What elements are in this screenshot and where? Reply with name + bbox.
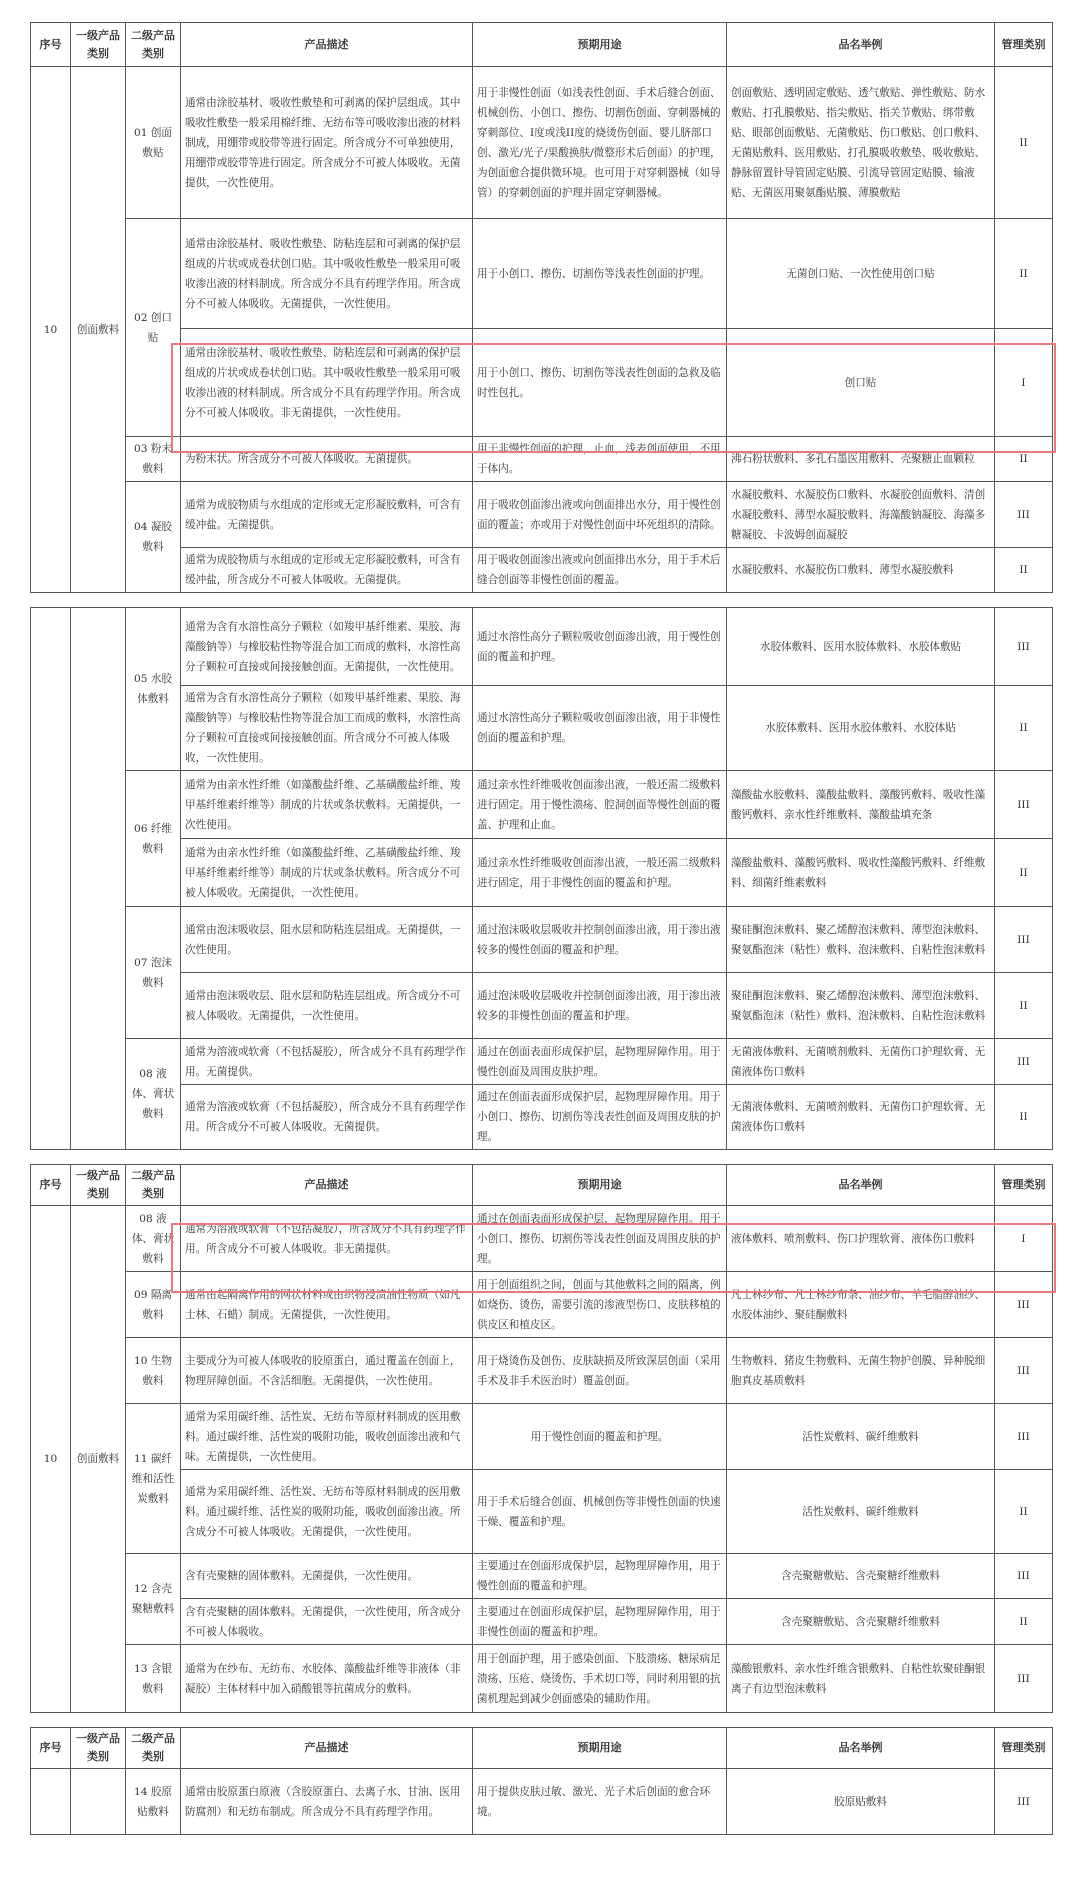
row-no: 10 — [31, 67, 71, 593]
table-row — [31, 1404, 1053, 1470]
row-use: 通过亲水性纤维吸收创面渗出液，一般还需二级敷料进行固定，用于非慢性创面的覆盖和护理。 — [473, 839, 727, 907]
row-mgmt: III — [995, 907, 1053, 973]
row-mgmt: III — [995, 1404, 1053, 1470]
header-cat2: 二级产品类别 — [126, 23, 181, 67]
row-cat2: 06 纤维敷料 — [126, 771, 181, 907]
header-examples: 品名举例 — [727, 1728, 995, 1769]
header-mgmt: 管理类别 — [995, 1165, 1053, 1206]
row-desc: 含有壳聚糖的固体敷料。无菌提供，一次性使用，所含成分不可被人体吸收。 — [181, 1599, 473, 1645]
row-examples: 水凝胶敷料、水凝胶伤口敷料、薄型水凝胶敷料 — [727, 548, 995, 593]
row-mgmt: III — [995, 482, 1053, 548]
header-use: 预期用途 — [473, 1728, 727, 1769]
row-mgmt: II — [995, 686, 1053, 771]
row-desc: 通常为由亲水性纤维（如藻酸盐纤维、乙基磺酸盐纤维、羧甲基纤维素纤维等）制成的片状或条状敷料。无菌提供，一次性使用。 — [181, 771, 473, 839]
header-examples: 品名举例 — [727, 1165, 995, 1206]
row-use: 用于小创口、擦伤、切割伤等浅表性创面的护理。 — [473, 219, 727, 329]
table-section-3 — [30, 1164, 1053, 1713]
row-cat2: 12 含壳聚糖敷料 — [126, 1554, 181, 1645]
row-mgmt: II — [995, 839, 1053, 907]
row-mgmt: III — [995, 1769, 1053, 1835]
header-cat2: 二级产品类别 — [126, 1165, 181, 1206]
table-header-row — [31, 1165, 1053, 1206]
row-cat2: 11 碳纤维和活性炭敷料 — [126, 1404, 181, 1554]
row-use: 通过泡沫吸收层吸收并控制创面渗出液，用于渗出液较多的非慢性创面的覆盖和护理。 — [473, 973, 727, 1039]
row-mgmt: III — [995, 771, 1053, 839]
row-use: 主要通过在创面形成保护层，起物理屏障作用，用于非慢性创面的覆盖和护理。 — [473, 1599, 727, 1645]
row-cat1: 创面敷料 — [71, 67, 126, 593]
header-use: 预期用途 — [473, 23, 727, 67]
row-mgmt: II — [995, 67, 1053, 219]
row-examples: 无菌液体敷料、无菌喷剂敷料、无菌伤口护理软膏、无菌液体伤口敷料 — [727, 1039, 995, 1085]
table-row — [31, 839, 1053, 907]
section-gap — [30, 1713, 1052, 1727]
table-row-highlighted — [31, 1206, 1053, 1272]
row-cat2: 01 创面敷贴 — [126, 67, 181, 219]
table-header-row — [31, 23, 1053, 67]
table-section-4 — [30, 1727, 1053, 1835]
row-desc: 通常为含有水溶性高分子颗粒（如羧甲基纤维素、果胶、海藻酸钠等）与橡胶粘性物等混合加工而成的敷料，水溶性高分子颗粒可直接或间接接触创面。所含成分不可被人体吸收，一次性使用。 — [181, 686, 473, 771]
table-row — [31, 973, 1053, 1039]
row-cat2: 02 创口贴 — [126, 219, 181, 437]
row-desc: 通常由泡沫吸收层、阻水层和防粘连层组成。无菌提供，一次性使用。 — [181, 907, 473, 973]
row-use: 用于创面护理，用于感染创面、下肢溃疡、糖尿病足溃疡、压疮、烧烫伤、手术切口等，同时利用银的抗菌机理起到减少创面感染的辅助作用。 — [473, 1645, 727, 1713]
row-desc: 通常为采用碳纤维、活性炭、无纺布等原材料制成的医用敷料。通过碳纤维、活性炭的吸附功能，吸收创面渗出液和气味。无菌提供，一次性使用。 — [181, 1404, 473, 1470]
row-examples: 含壳聚糖敷贴、含壳聚糖纤维敷料 — [727, 1599, 995, 1645]
row-examples: 液体敷料、喷剂敷料、伤口护理软膏、液体伤口敷料 — [727, 1206, 995, 1272]
header-desc: 产品描述 — [181, 23, 473, 67]
table-row — [31, 1470, 1053, 1554]
row-use: 用于烧烫伤及创伤、皮肤缺损及所致深层创面（采用手术及非手术医治时）覆盖创面。 — [473, 1338, 727, 1404]
row-use: 用于吸收创面渗出液或向创面排出水分，用于慢性创面的覆盖；亦或用于对慢性创面中坏死组织的清除。 — [473, 482, 727, 548]
row-examples: 创口贴 — [727, 329, 995, 437]
row-cat2: 04 凝胶敷料 — [126, 482, 181, 593]
row-mgmt: II — [995, 437, 1053, 482]
table-row-highlighted — [31, 329, 1053, 437]
header-mgmt: 管理类别 — [995, 23, 1053, 67]
row-mgmt: II — [995, 548, 1053, 593]
table-row — [31, 1599, 1053, 1645]
row-examples: 聚硅酮泡沫敷料、聚乙烯醇泡沫敷料、薄型泡沫敷料、聚氨酯泡沫（粘性）敷料、泡沫敷料、自粘性泡沫敷料 — [727, 907, 995, 973]
table-row — [31, 1085, 1053, 1150]
row-use: 用于手术后缝合创面、机械创伤等非慢性创面的快速干燥、覆盖和护理。 — [473, 1470, 727, 1554]
row-desc: 通常为含有水溶性高分子颗粒（如羧甲基纤维素、果胶、海藻酸钠等）与橡胶粘性物等混合加工而成的敷料，水溶性高分子颗粒可直接或间接接触创面。无菌提供，一次性使用。 — [181, 608, 473, 686]
table-row — [31, 608, 1053, 686]
row-desc: 为粉末状。所含成分不可被人体吸收。无菌提供。 — [181, 437, 473, 482]
row-desc: 通常由起隔离作用的网状材料或由织物浸渍油性物质（如凡士林、石蜡）制成。无菌提供，一次性使用。 — [181, 1272, 473, 1338]
row-mgmt: III — [995, 1272, 1053, 1338]
row-cat2: 08 液体、膏状敷料 — [126, 1206, 181, 1272]
table-row — [31, 1554, 1053, 1599]
row-use: 用于吸收创面渗出液或向创面排出水分，用于手术后缝合创面等非慢性创面的覆盖。 — [473, 548, 727, 593]
row-desc: 通常由涂胶基材、吸收性敷垫和可剥离的保护层组成。其中吸收性敷垫一般采用棉纤维、无纺布等可吸收渗出液的材料制成，用绷带或胶带等进行固定。所含成分不可单独使用，用绷带或胶带等进行固定。所含成分不可被人体吸收。无菌提供，一次性使用。 — [181, 67, 473, 219]
row-use: 通过泡沫吸收层吸收并控制创面渗出液，用于渗出液较多的慢性创面的覆盖和护理。 — [473, 907, 727, 973]
row-desc: 通常为溶液或软膏（不包括凝胶），所含成分不具有药理学作用。所含成分不可被人体吸收。非无菌提供。 — [181, 1206, 473, 1272]
row-desc: 通常为在纱布、无纺布、水胶体、藻酸盐纤维等非液体（非凝胶）主体材料中加入硝酸银等抗菌成分的敷料。 — [181, 1645, 473, 1713]
header-no: 序号 — [31, 23, 71, 67]
row-examples: 藻酸银敷料、亲水性纤维含银敷料、自粘性软聚硅酮银离子有边型泡沫敷料 — [727, 1645, 995, 1713]
classification-table-page — [30, 22, 1052, 1835]
row-use: 用于提供皮肤过敏、激光、光子术后创面的愈合环境。 — [473, 1769, 727, 1835]
section-gap — [30, 1150, 1052, 1164]
row-no-empty — [31, 608, 71, 1150]
row-examples: 含壳聚糖敷贴、含壳聚糖纤维敷料 — [727, 1554, 995, 1599]
row-mgmt: I — [995, 329, 1053, 437]
row-examples: 水凝胶敷料、水凝胶伤口敷料、水凝胶创面敷料、清创水凝胶敷料、薄型水凝胶敷料、海藻酸钠凝胶、海藻多糖凝胶、卡波姆创面凝胶 — [727, 482, 995, 548]
row-use: 通过在创面表面形成保护层，起物理屏障作用。用于小创口、擦伤、切割伤等浅表性创面及周围皮肤的护理。 — [473, 1085, 727, 1150]
row-examples: 创面敷贴、透明固定敷贴、透气敷贴、弹性敷贴、防水敷贴、打孔膜敷贴、指尖敷贴、指关节敷贴、绑带敷贴、眼部创面敷贴、无菌敷贴、伤口敷贴、创口敷料、无菌贴敷料、医用敷贴、打孔膜吸收敷垫、吸收敷贴、静脉留置针导管固定贴膜、引流导管固定贴膜、输液贴、无菌医用聚氨酯贴膜、薄膜敷贴 — [727, 67, 995, 219]
table-row — [31, 219, 1053, 329]
table-row — [31, 548, 1053, 593]
row-mgmt: III — [995, 1338, 1053, 1404]
header-no: 序号 — [31, 1165, 71, 1206]
row-mgmt: III — [995, 1039, 1053, 1085]
table-row — [31, 67, 1053, 219]
row-examples: 聚硅酮泡沫敷料、聚乙烯醇泡沫敷料、薄型泡沫敷料、聚氨酯泡沫（粘性）敷料、泡沫敷料、自粘性泡沫敷料 — [727, 973, 995, 1039]
row-desc: 通常为成胶物质与水组成的定形或无定形凝胶敷料，可含有缓冲盐。无菌提供。 — [181, 482, 473, 548]
row-cat2: 05 水胶体敷料 — [126, 608, 181, 771]
row-examples: 水胶体敷料、医用水胶体敷料、水胶体贴 — [727, 686, 995, 771]
row-mgmt: III — [995, 1554, 1053, 1599]
row-mgmt: II — [995, 219, 1053, 329]
row-desc: 通常由胶原蛋白原液（含胶原蛋白、去离子水、甘油、医用防腐剂）和无纺布制成。所含成分不具有药理学作用。 — [181, 1769, 473, 1835]
row-use: 用于创面组织之间，创面与其他敷料之间的隔离，例如烧伤、烫伤，需要引流的渗液型伤口、皮肤移植的供皮区和植皮区。 — [473, 1272, 727, 1338]
table-section-1 — [30, 22, 1053, 593]
row-use: 用于非慢性创面（如浅表性创面、手术后缝合创面、机械创伤、小创口、擦伤、切割伤创面、穿刺器械的穿刺部位、I度或浅II度的烧烫伤创面、婴儿脐部口创、激光/光子/果酸换肤/微整形术后创面）的护理，为创面愈合提供微环境。也可用于对穿刺器械（如导管）的穿刺创面的护理并固定穿刺器械。 — [473, 67, 727, 219]
row-use: 通过亲水性纤维吸收创面渗出液，一般还需二级敷料进行固定。用于慢性溃疡、腔洞创面等慢性创面的覆盖、护理和止血。 — [473, 771, 727, 839]
table-row — [31, 1645, 1053, 1713]
row-cat2: 03 粉末敷料 — [126, 437, 181, 482]
row-desc: 通常为采用碳纤维、活性炭、无纺布等原材料制成的医用敷料。通过碳纤维、活性炭的吸附功能，吸收创面渗出液。所含成分不可被人体吸收。无菌提供，一次性使用。 — [181, 1470, 473, 1554]
row-cat2: 13 含银敷料 — [126, 1645, 181, 1713]
table-row — [31, 907, 1053, 973]
table-section-2 — [30, 607, 1053, 1150]
row-mgmt: III — [995, 608, 1053, 686]
row-desc: 通常为溶液或软膏（不包括凝胶），所含成分不具有药理学作用。所含成分不可被人体吸收。无菌提供。 — [181, 1085, 473, 1150]
row-use: 通过在创面表面形成保护层，起物理屏障作用。用于小创口、擦伤、切割伤等浅表性创面及周围皮肤的护理。 — [473, 1206, 727, 1272]
row-use: 通过水溶性高分子颗粒吸收创面渗出液，用于慢性创面的覆盖和护理。 — [473, 608, 727, 686]
row-use: 通过在创面表面形成保护层，起物理屏障作用。用于慢性创面及周围皮肤护理。 — [473, 1039, 727, 1085]
row-desc: 通常为由亲水性纤维（如藻酸盐纤维、乙基磺酸盐纤维、羧甲基纤维素纤维等）制成的片状或条状敷料。所含成分不可被人体吸收。无菌提供，一次性使用。 — [181, 839, 473, 907]
row-mgmt: III — [995, 1645, 1053, 1713]
section-gap — [30, 593, 1052, 607]
row-examples: 水胶体敷料、医用水胶体敷料、水胶体敷贴 — [727, 608, 995, 686]
header-cat2: 二级产品类别 — [126, 1728, 181, 1769]
row-cat2: 08 液体、膏状敷料 — [126, 1039, 181, 1150]
row-use: 用于非慢性创面的护理，止血，浅表创面使用，不用于体内。 — [473, 437, 727, 482]
row-desc: 通常由涂胶基材、吸收性敷垫、防粘连层和可剥离的保护层组成的片状或成卷状创口贴。其中吸收性敷垫一般采用可吸收渗出液的材料制成。所含成分不具有药理学作用。所含成分不可被人体吸收。非无菌提供，一次性使用。 — [181, 329, 473, 437]
table-row — [31, 437, 1053, 482]
table-row — [31, 482, 1053, 548]
row-desc: 含有壳聚糖的固体敷料。无菌提供，一次性使用。 — [181, 1554, 473, 1599]
row-mgmt: II — [995, 1599, 1053, 1645]
header-examples: 品名举例 — [727, 23, 995, 67]
row-desc: 通常为成胶物质与水组成的定形或无定形凝胶敷料，可含有缓冲盐，所含成分不可被人体吸收。无菌提供。 — [181, 548, 473, 593]
row-cat2: 14 胶原贴敷料 — [126, 1769, 181, 1835]
row-examples: 凡士林纱布、凡士林纱布条、油纱布、羊毛脂醇油纱、水胶体油纱、聚硅酮敷料 — [727, 1272, 995, 1338]
header-mgmt: 管理类别 — [995, 1728, 1053, 1769]
row-no-empty — [31, 1769, 71, 1835]
row-cat1-empty — [71, 608, 126, 1150]
row-examples: 活性炭敷料、碳纤维敷料 — [727, 1470, 995, 1554]
row-use: 用于慢性创面的覆盖和护理。 — [473, 1404, 727, 1470]
row-examples: 活性炭敷料、碳纤维敷料 — [727, 1404, 995, 1470]
table-row — [31, 1039, 1053, 1085]
row-use: 用于小创口、擦伤、切割伤等浅表性创面的急救及临时性包扎。 — [473, 329, 727, 437]
row-examples: 藻酸盐敷料、藻酸钙敷料、吸收性藻酸钙敷料、纤维敷料、细菌纤维素敷料 — [727, 839, 995, 907]
row-examples: 胶原贴敷料 — [727, 1769, 995, 1835]
row-examples: 藻酸盐水胶敷料、藻酸盐敷料、藻酸钙敷料、吸收性藻酸钙敷料、亲水性纤维敷料、藻酸盐填充条 — [727, 771, 995, 839]
header-desc: 产品描述 — [181, 1728, 473, 1769]
row-desc: 通常由涂胶基材、吸收性敷垫、防粘连层和可剥离的保护层组成的片状或成卷状创口贴。其中吸收性敷垫一般采用可吸收渗出液的材料制成。所含成分不具有药理学作用。所含成分不可被人体吸收。无菌提供，一次性使用。 — [181, 219, 473, 329]
header-desc: 产品描述 — [181, 1165, 473, 1206]
row-examples: 沸石粉状敷料、多孔石墨医用敷料、壳聚糖止血颗粒 — [727, 437, 995, 482]
row-mgmt: II — [995, 1470, 1053, 1554]
row-cat1-empty — [71, 1769, 126, 1835]
table-header-row — [31, 1728, 1053, 1769]
row-cat2: 10 生物敷料 — [126, 1338, 181, 1404]
row-cat1: 创面敷料 — [71, 1206, 126, 1713]
row-use: 主要通过在创面形成保护层，起物理屏障作用，用于慢性创面的覆盖和护理。 — [473, 1554, 727, 1599]
row-examples: 无菌创口贴、一次性使用创口贴 — [727, 219, 995, 329]
table-row — [31, 1769, 1053, 1835]
row-desc: 主要成分为可被人体吸收的胶原蛋白，通过覆盖在创面上，物理屏障创面。不含活细胞。无菌提供，一次性使用。 — [181, 1338, 473, 1404]
row-mgmt: II — [995, 973, 1053, 1039]
row-cat2: 09 隔离敷料 — [126, 1272, 181, 1338]
row-mgmt: II — [995, 1085, 1053, 1150]
header-cat1: 一级产品类别 — [71, 23, 126, 67]
row-examples: 生物敷料、猪皮生物敷料、无菌生物护创膜、异种脱细胞真皮基质敷料 — [727, 1338, 995, 1404]
table-row — [31, 1272, 1053, 1338]
header-cat1: 一级产品类别 — [71, 1728, 126, 1769]
header-no: 序号 — [31, 1728, 71, 1769]
row-no: 10 — [31, 1206, 71, 1713]
header-use: 预期用途 — [473, 1165, 727, 1206]
row-desc: 通常为溶液或软膏（不包括凝胶），所含成分不具有药理学作用。无菌提供。 — [181, 1039, 473, 1085]
row-examples: 无菌液体敷料、无菌喷剂敷料、无菌伤口护理软膏、无菌液体伤口敷料 — [727, 1085, 995, 1150]
table-row — [31, 1338, 1053, 1404]
row-mgmt: I — [995, 1206, 1053, 1272]
row-cat2: 07 泡沫敷料 — [126, 907, 181, 1039]
table-row — [31, 686, 1053, 771]
table-row — [31, 771, 1053, 839]
header-cat1: 一级产品类别 — [71, 1165, 126, 1206]
row-desc: 通常由泡沫吸收层、阻水层和防粘连层组成。所含成分不可被人体吸收。无菌提供，一次性使用。 — [181, 973, 473, 1039]
row-use: 通过水溶性高分子颗粒吸收创面渗出液，用于非慢性创面的覆盖和护理。 — [473, 686, 727, 771]
